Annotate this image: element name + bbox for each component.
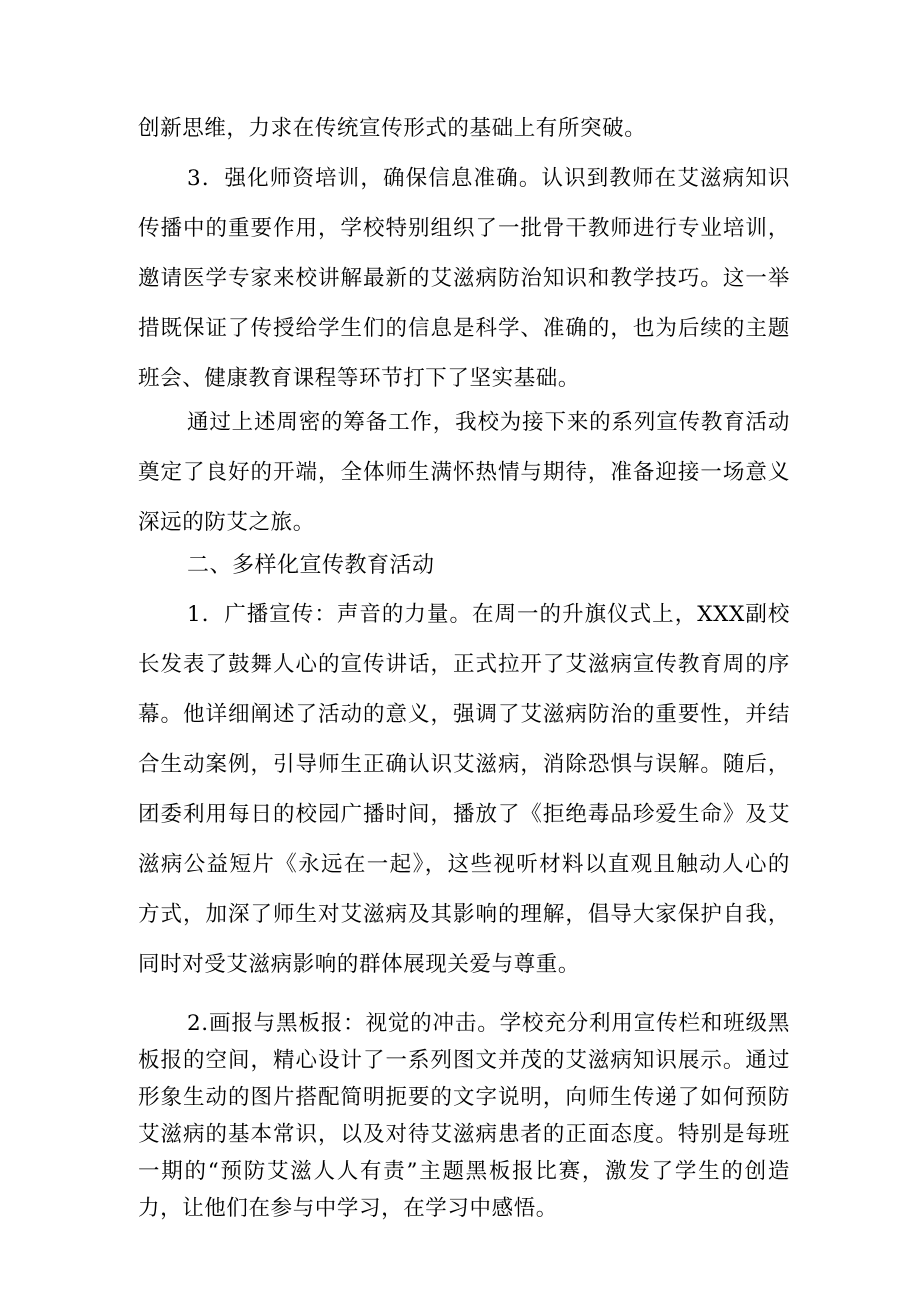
paragraph-broadcast-publicity: 1．广播宣传：声音的力量。在周一的升旗仪式上，XXX副校长发表了鼓舞人心的宣传讲话，正式拉开了艾滋病宣传教育周的序幕。他详细阐述了活动的意义，强调了艾滋病防治的重要性，并结合生动案例，引导师生正确认识艾滋病，消除恐惧与误解。随后，团委利用每日的校园广播时间，播放了《拒绝毒品珍爱生命》及艾滋病公益短片《永远在一起》，这些视听材料以直观且触动人心的方式，加深了师生对艾滋病及其影响的理解，倡导大家保护自我，同时对受艾滋病影响的群体展现关爱与尊重。 [138,602,790,977]
paragraph-continuation: 创新思维，力求在传统宣传形式的基础上有所突破。 [138,116,647,141]
paragraph-posters-blackboard: 2.画报与黑板报：视觉的冲击。学校充分利用宣传栏和班级黑板报的空间，精心设计了一系列图文并茂的艾滋病知识展示。通过形象生动的图片搭配简明扼要的文字说明，向师生传递了如何预防艾滋病的基本常识，以及对待艾滋病患者的正面态度。特别是每班一期的“预防艾滋人人有责”主题黑板报比赛，激发了学生的创造力，让他们在参与中学习，在学习中感悟。 [138,1011,790,1221]
paragraph-preparation-summary: 通过上述周密的筹备工作，我校为接下来的系列宣传教育活动奠定了良好的开端，全体师生满怀热情与期待，准备迎接一场意义深远的防艾之旅。 [138,410,790,535]
paragraph-teacher-training: 3．强化师资培训，确保信息准确。认识到教师在艾滋病知识传播中的重要作用，学校特别组织了一批骨干教师进行专业培训，邀请医学专家来校讲解最新的艾滋病防治知识和教学技巧。这一举措既保证了传授给学生们的信息是科学、准确的，也为后续的主题班会、健康教育课程等环节打下了坚实基础。 [138,166,790,391]
section-heading: 二、多样化宣传教育活动 [187,553,435,578]
